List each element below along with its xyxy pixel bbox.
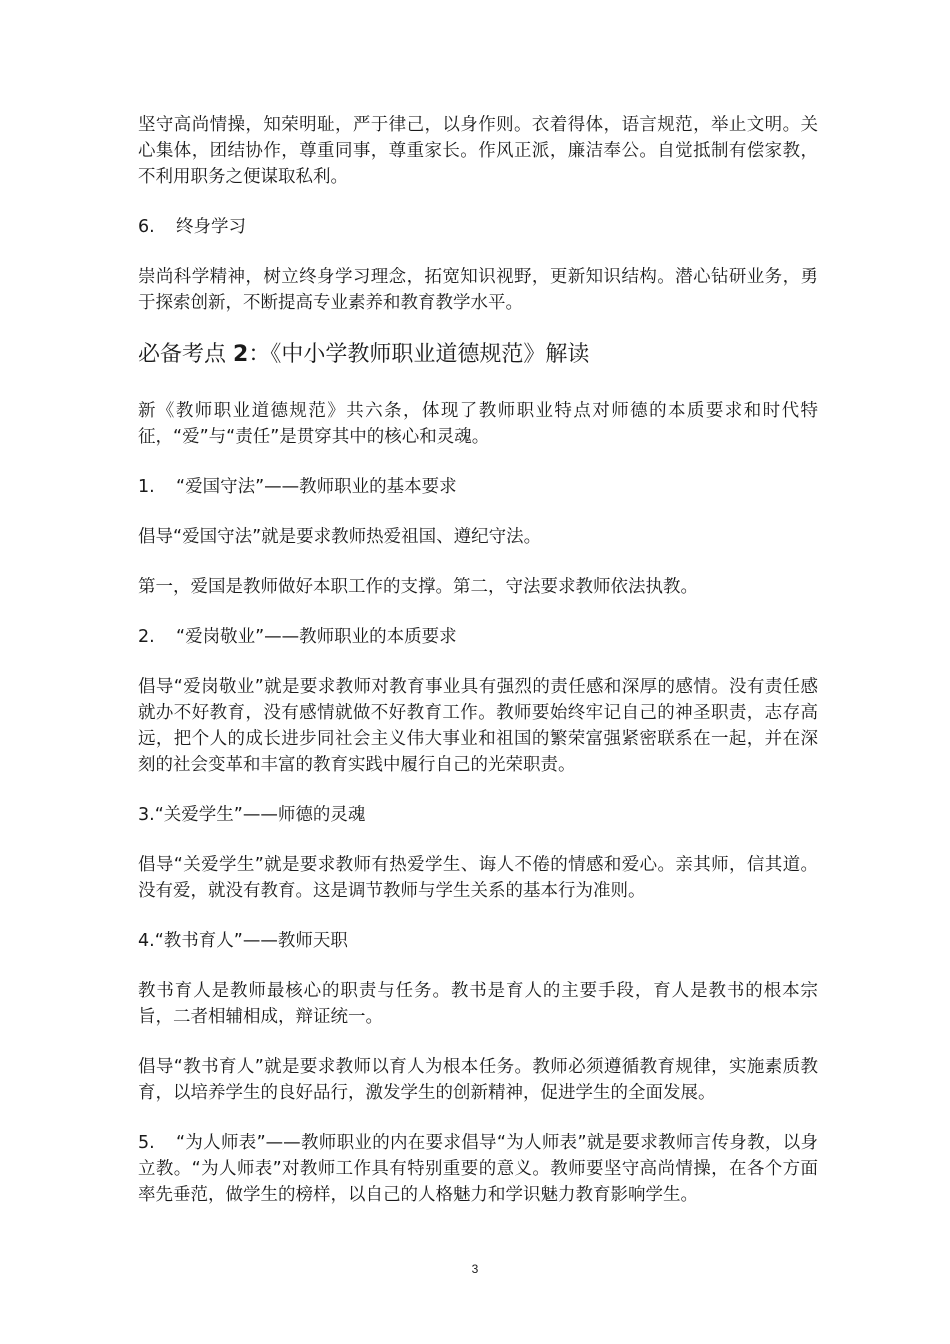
list-text: “爱国守法”——教师职业的基本要求: [176, 477, 457, 497]
list-number: 5.: [138, 1133, 155, 1153]
heading-number: 2: [233, 342, 249, 367]
heading-title: ：《中小学教师职业道德规范》解读: [248, 342, 590, 367]
paragraph-dedication: 倡导“爱岗敬业”就是要求教师对教育事业具有强烈的责任感和深厚的感情。没有责任感就办不好教育，没有感情就做不好教育工作。教师要始终牢记自己的神圣职责，志存高远，把个人的成长进步同社会主义伟大事业和祖国的繁荣富强紧密联系在一起，并在深刻的社会变革和丰富的教育实践中履行自己的光荣职责。: [138, 677, 818, 775]
list-item-patriotism: [138, 474, 818, 500]
list-number: 6.: [138, 217, 155, 237]
list-text: “爱岗敬业”——教师职业的本质要求: [176, 627, 457, 647]
paragraph-conduct: 坚守高尚情操，知荣明耻，严于律己，以身作则。衣着得体，语言规范，举止文明。关心集体，团结协作，尊重同事，尊重家长。作风正派，廉洁奉公。自觉抵制有偿家教，不利用职务之便谋取私利。: [138, 115, 818, 187]
section-heading: [138, 340, 818, 370]
paragraph-care-students: 倡导“关爱学生”就是要求教师有热爱学生、诲人不倦的情感和爱心。亲其师，信其道。没有爱，就没有教育。这是调节教师与学生关系的基本行为准则。: [138, 855, 818, 901]
list-item-role-model: [138, 1130, 818, 1208]
paragraph-lifelong-learning: 崇尚科学精神，树立终身学习理念，拓宽知识视野，更新知识结构。潜心钻研业务，勇于探索创新，不断提高专业素养和教育教学水平。: [138, 267, 818, 313]
list-item-teaching: 4.“教书育人”——教师天职: [138, 931, 348, 951]
list-number: 2.: [138, 627, 155, 647]
heading-prefix: 必备考点: [138, 342, 233, 367]
list-text: “为人师表”——教师职业的内在要求倡导“为人师表”就是要求教师言传身教，以身立教。“为人师表”对教师工作具有特别重要的意义。教师要坚守高尚情操，在各个方面率先垂范，做学生的榜样，以自己的人格魅力和学识魅力教育影响学生。: [138, 1133, 818, 1205]
page-number: 3: [471, 1262, 479, 1276]
paragraph-teaching: 教书育人是教师最核心的职责与任务。教书是育人的主要手段，育人是教书的根本宗旨，二者相辅相成，辩证统一。: [138, 981, 818, 1027]
list-text: 终身学习: [176, 217, 246, 237]
list-item-care-students: 3.“关爱学生”——师德的灵魂: [138, 805, 366, 825]
paragraph-teaching-detail: 倡导“教书育人”就是要求教师以育人为根本任务。教师必须遵循教育规律，实施素质教育，以培养学生的良好品行，激发学生的创新精神，促进学生的全面发展。: [138, 1057, 818, 1103]
list-number: 1.: [138, 477, 155, 497]
list-item-lifelong-learning: [138, 214, 818, 240]
paragraph-patriotism: 倡导“爱国守法”就是要求教师热爱祖国、遵纪守法。: [138, 527, 542, 547]
list-item-dedication: [138, 624, 818, 650]
paragraph-intro: 新《教师职业道德规范》共六条，体现了教师职业特点对师德的本质要求和时代特征，“爱”与“责任”是贯穿其中的核心和灵魂。: [138, 401, 818, 447]
paragraph-patriotism-detail: 第一，爱国是教师做好本职工作的支撑。第二，守法要求教师依法执教。: [138, 577, 698, 597]
document-body: [138, 112, 818, 1232]
